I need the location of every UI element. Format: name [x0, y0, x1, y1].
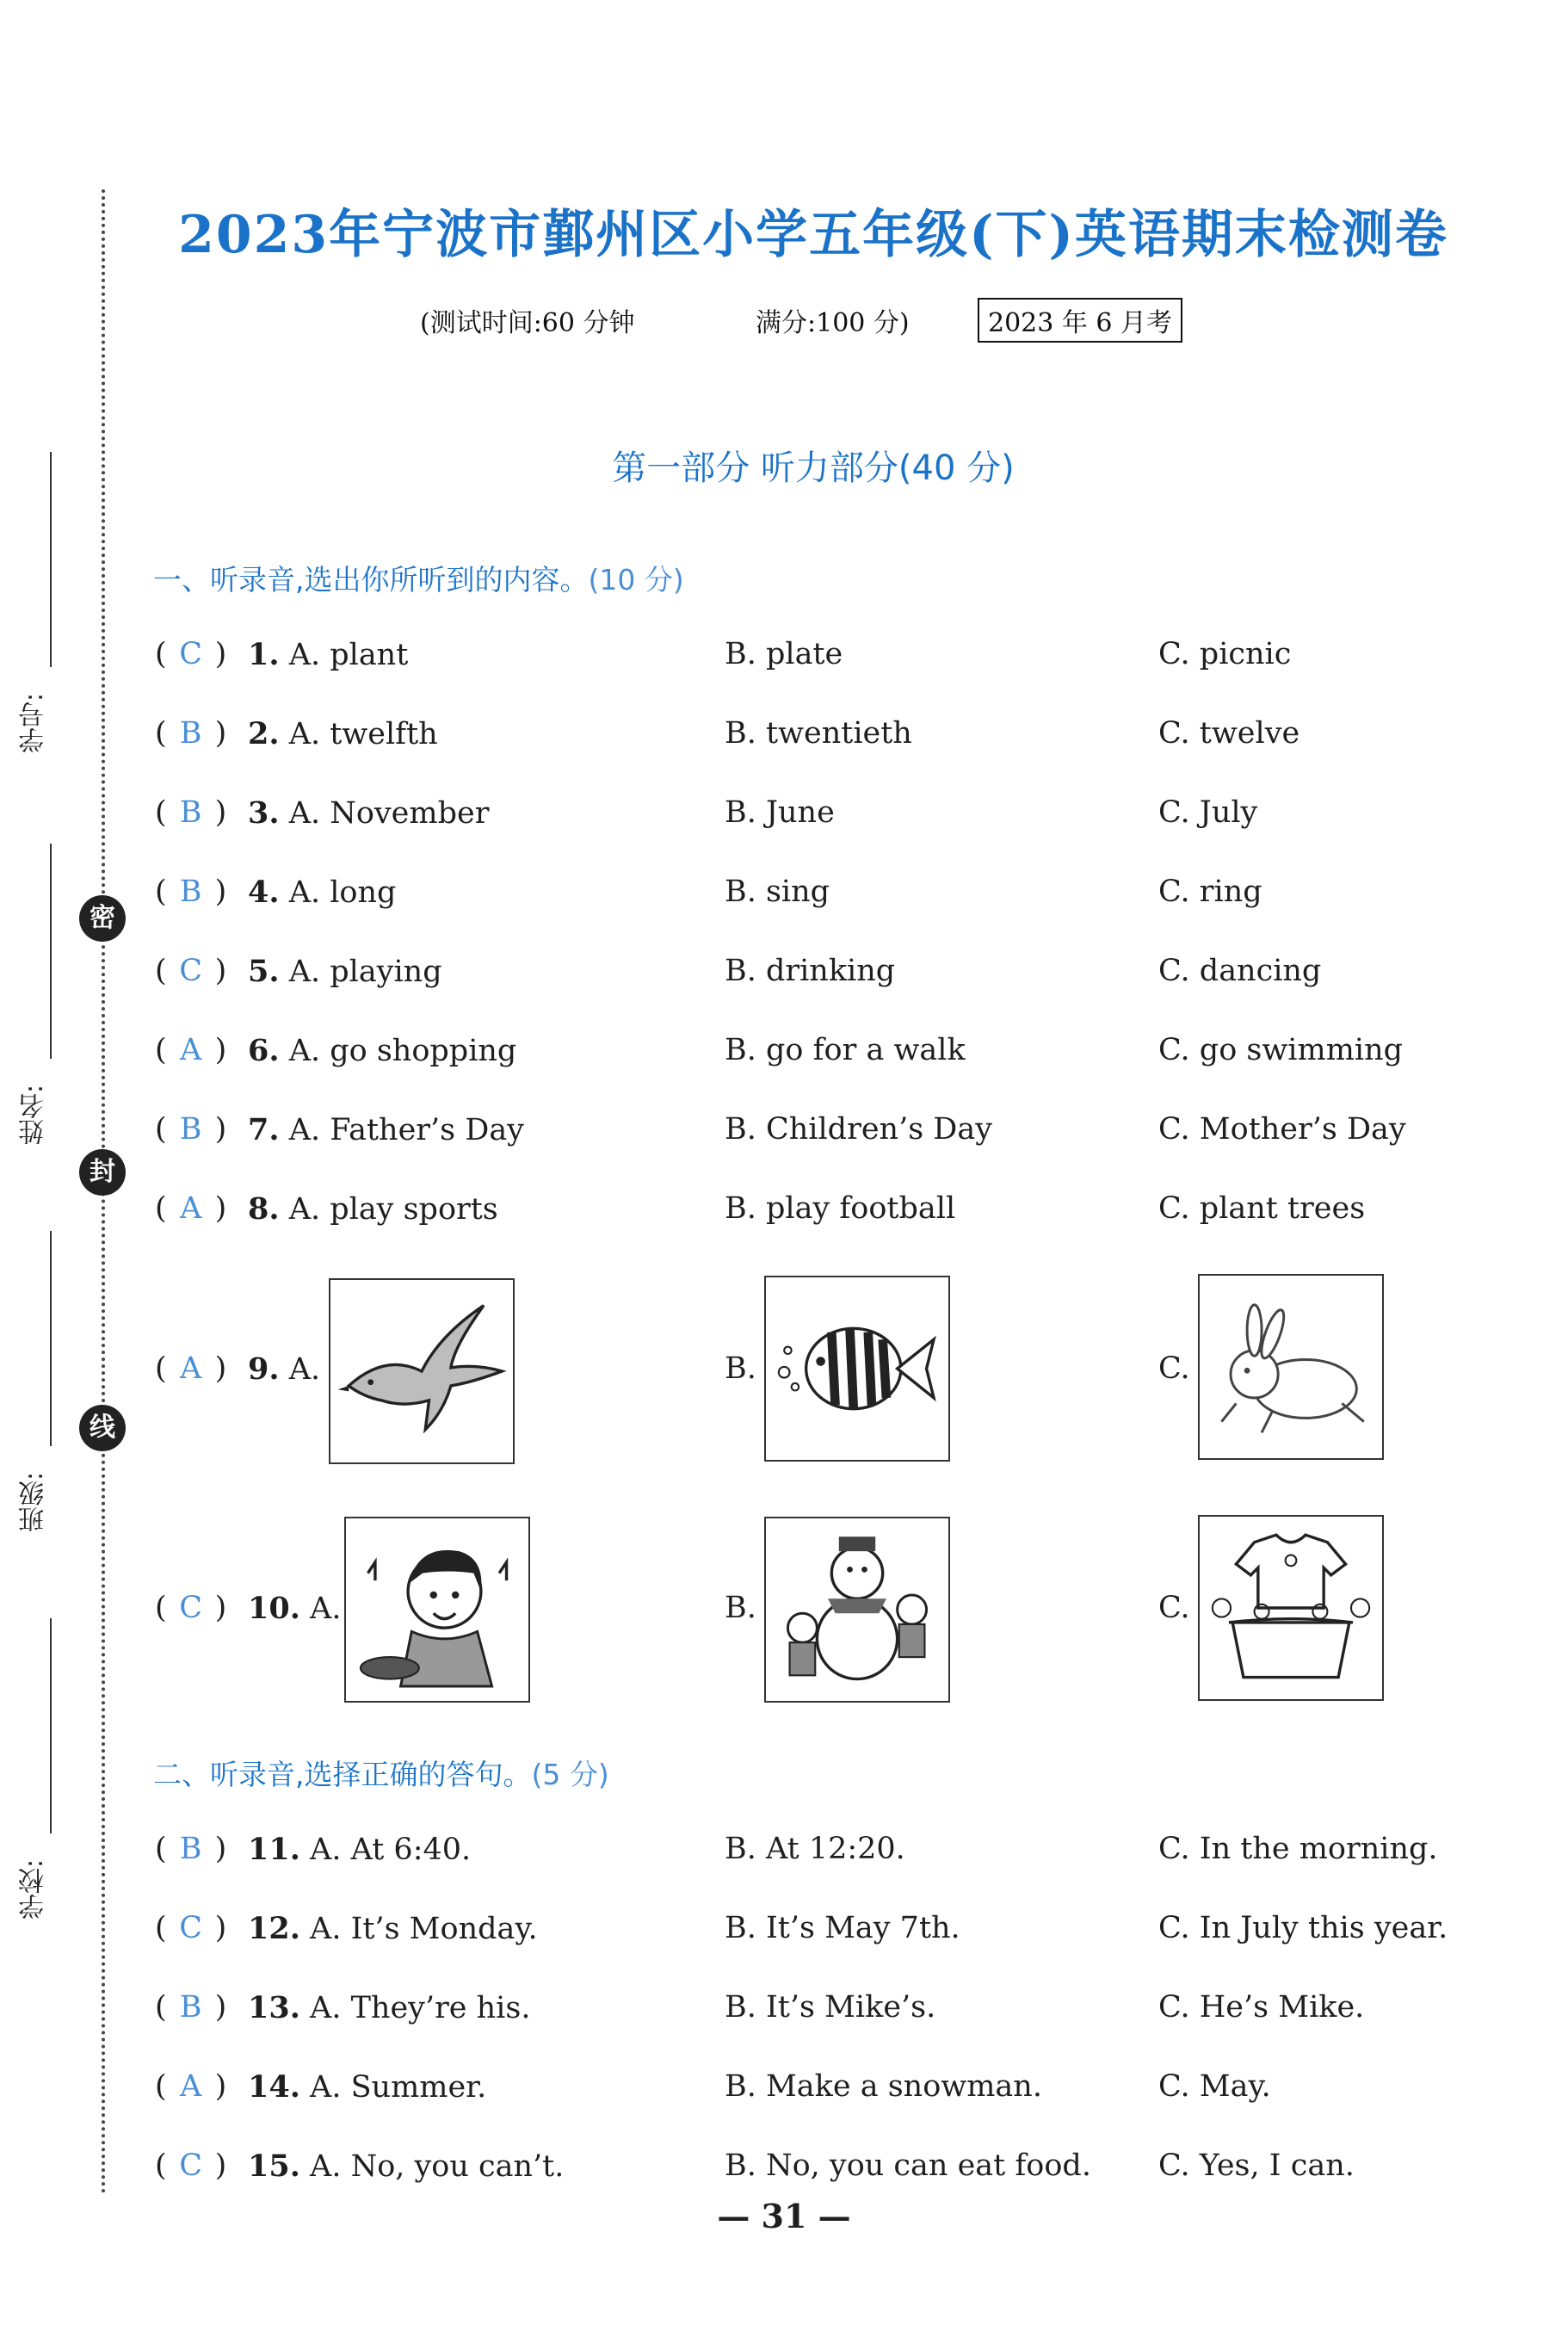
question-number: 8. [248, 1191, 280, 1227]
boy-listening-music-picture [344, 1517, 530, 1703]
seal-mark-xian: 线 [79, 1405, 126, 1451]
option-a [248, 875, 396, 910]
option-c: C. Mother’s Day [1158, 1112, 1406, 1147]
option-c: C. In the morning. [1158, 1832, 1438, 1866]
option-a [248, 1351, 320, 1387]
option-a-text: A. It’s Monday. [310, 1912, 538, 1946]
option-c: C. He’s Mike. [1158, 1990, 1365, 2025]
option-a-text: A. No, you can’t. [310, 2149, 565, 2184]
answer-letter: B [179, 795, 202, 830]
answer-letter: B [179, 716, 202, 751]
option-a-text: A. long [288, 875, 397, 910]
seal-mark-mi: 密 [79, 895, 126, 942]
answer-slot: ( A ) [155, 1351, 227, 1386]
option-c: C. May. [1158, 2069, 1271, 2104]
option-b: B. [725, 1591, 756, 1625]
question-number: 9. [248, 1351, 280, 1387]
answer-letter: A [180, 1033, 202, 1067]
option-b: B. [725, 1351, 756, 1386]
option-b: B. plate [725, 637, 843, 671]
option-b: B. Make a snowman. [725, 2069, 1042, 2104]
option-a-text: A. Summer. [310, 2070, 487, 2105]
option-a-text: A. plant [288, 638, 409, 672]
option-c: C. dancing [1158, 954, 1322, 988]
part-title: 第一部分 听力部分(40 分) [612, 448, 1015, 488]
answer-letter: B [179, 875, 202, 909]
option-c: C. twelve [1158, 716, 1300, 751]
answer-slot: ( B ) [155, 1112, 227, 1147]
option-a [248, 1112, 524, 1147]
answer-letter: A [180, 2069, 202, 2104]
question-number: 6. [248, 1033, 280, 1068]
section-2-points: (5 分) [531, 1758, 609, 1791]
exam-date-box: 2023 年 6 月考 [978, 298, 1182, 343]
exam-title: 2023年宁波市鄞州区小学五年级(下)英语期末检测卷 [178, 205, 1448, 265]
option-b: B. drinking [725, 954, 896, 988]
question-number: 10. [248, 1591, 300, 1626]
section-1-points: (10 分) [588, 563, 684, 597]
option-a [248, 2069, 486, 2105]
answer-letter: B [179, 1832, 202, 1866]
class-rule [50, 1231, 52, 1446]
page-number: — 31 — [717, 2197, 851, 2235]
question-number: 11. [248, 1832, 300, 1867]
answer-slot: ( B ) [155, 1990, 227, 2025]
option-a-text: A. [310, 1592, 342, 1626]
option-a-text: A. At 6:40. [310, 1833, 472, 1867]
option-a-text: A. playing [288, 955, 442, 989]
exam-time: (测试时间:60 分钟 [420, 308, 635, 338]
question-number: 2. [248, 716, 280, 751]
option-a [248, 1591, 341, 1626]
answer-letter: B [179, 1112, 202, 1147]
section-2-title: 二、听录音,选择正确的答句。 [153, 1758, 532, 1791]
answer-letter: B [179, 1990, 202, 2025]
question-number: 14. [248, 2069, 300, 2105]
option-c: C. In July this year. [1158, 1911, 1448, 1945]
option-a [248, 1832, 471, 1867]
option-a-text: A. go shopping [288, 1034, 517, 1068]
option-a-text: A. twelfth [288, 717, 438, 751]
children-with-snowman-picture [764, 1517, 950, 1703]
answer-slot: ( B ) [155, 795, 227, 830]
option-a [248, 637, 408, 672]
rabbit-picture [1198, 1274, 1384, 1460]
school-label: 学校: [19, 1858, 49, 1920]
option-c: C. go swimming [1158, 1033, 1404, 1067]
name-rule [50, 844, 52, 1059]
student-no-label: 学号: [19, 692, 49, 754]
option-a [248, 954, 442, 989]
option-c: C. [1158, 1591, 1190, 1625]
option-c: C. plant trees [1158, 1191, 1366, 1226]
option-b: B. It’s May 7th. [725, 1911, 960, 1945]
option-b: B. sing [725, 875, 830, 909]
option-c: C. picnic [1158, 637, 1292, 671]
option-a-text: A. November [288, 796, 490, 831]
option-a [248, 2148, 564, 2184]
option-a-text: A. They’re his. [310, 1991, 531, 2025]
answer-letter: C [179, 2148, 203, 2183]
option-a-text: A. Father’s Day [288, 1113, 524, 1147]
option-c: C. Yes, I can. [1158, 2148, 1355, 2183]
answer-slot: ( C ) [155, 1591, 227, 1625]
question-number: 7. [248, 1112, 280, 1147]
option-a-text: A. play sports [288, 1192, 498, 1227]
answer-slot: ( C ) [155, 2148, 227, 2183]
option-c: C. [1158, 1351, 1190, 1386]
bird-picture [329, 1278, 515, 1464]
option-a [248, 1911, 538, 1946]
answer-slot: ( C ) [155, 637, 227, 671]
question-number: 13. [248, 1990, 300, 2025]
school-rule [50, 1618, 52, 1833]
option-a [248, 1990, 530, 2025]
answer-letter: C [179, 1911, 203, 1945]
option-b: B. June [725, 795, 835, 830]
answer-letter: C [179, 637, 203, 671]
option-c: C. July [1158, 795, 1258, 830]
option-b: B. twentieth [725, 716, 912, 751]
answer-letter: A [180, 1191, 202, 1226]
fish-picture [764, 1276, 950, 1462]
answer-letter: C [179, 954, 203, 988]
section-1-heading [153, 558, 684, 598]
answer-letter: A [180, 1351, 202, 1386]
option-a [248, 795, 489, 831]
answer-slot: ( B ) [155, 1832, 227, 1866]
option-c: C. ring [1158, 875, 1262, 909]
option-b: B. At 12:20. [725, 1832, 905, 1866]
option-a [248, 1191, 498, 1227]
option-b: B. play football [725, 1191, 956, 1226]
answer-slot: ( C ) [155, 954, 227, 988]
washing-clothes-picture [1198, 1515, 1384, 1701]
name-label: 姓名: [19, 1084, 49, 1146]
question-number: 15. [248, 2148, 300, 2184]
answer-slot: ( A ) [155, 2069, 227, 2104]
seal-mark-feng: 封 [79, 1149, 126, 1196]
option-a [248, 1033, 516, 1068]
student-no-rule [50, 452, 52, 667]
option-a [248, 716, 438, 751]
question-number: 5. [248, 954, 280, 989]
answer-slot: ( A ) [155, 1033, 227, 1067]
option-b: B. Children’s Day [725, 1112, 992, 1147]
question-number: 1. [248, 637, 280, 672]
question-number: 3. [248, 795, 280, 831]
answer-slot: ( C ) [155, 1911, 227, 1945]
answer-slot: ( B ) [155, 716, 227, 751]
option-a-text: A. [288, 1352, 321, 1387]
option-b: B. It’s Mike’s. [725, 1990, 936, 2025]
option-b: B. go for a walk [725, 1033, 966, 1067]
exam-score: 满分:100 分) [756, 308, 910, 338]
answer-letter: C [179, 1591, 203, 1625]
option-b: B. No, you can eat food. [725, 2148, 1091, 2183]
answer-slot: ( B ) [155, 875, 227, 909]
section-2-heading [153, 1753, 609, 1793]
question-number: 4. [248, 875, 280, 910]
section-1-title: 一、听录音,选出你所听到的内容。 [153, 563, 589, 597]
question-number: 12. [248, 1911, 300, 1946]
answer-slot: ( A ) [155, 1191, 227, 1226]
class-label: 班级: [19, 1471, 49, 1533]
